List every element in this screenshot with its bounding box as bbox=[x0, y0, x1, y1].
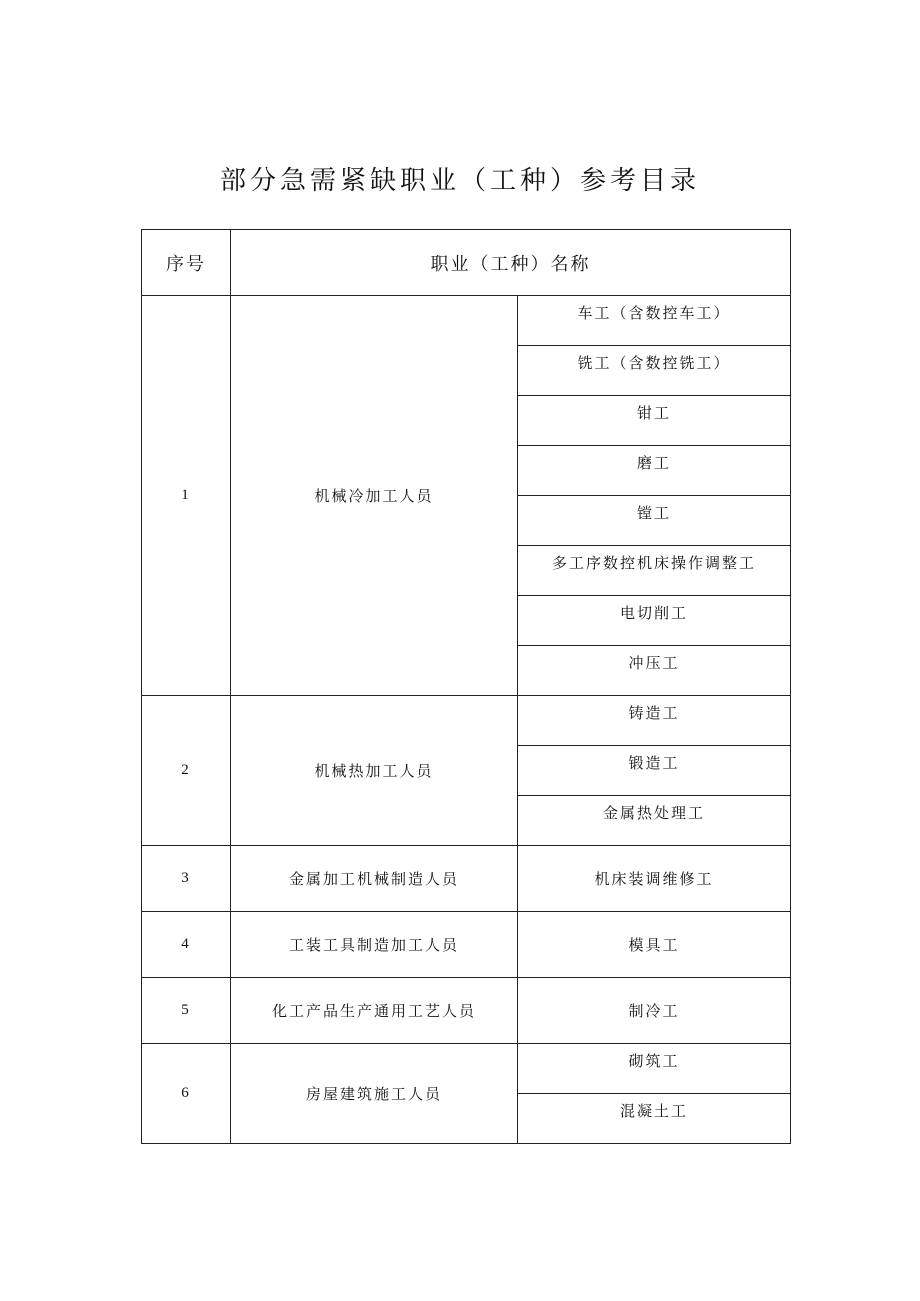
occupation-cell: 磨工 bbox=[518, 446, 791, 496]
occupation-cell: 金属热处理工 bbox=[518, 796, 791, 846]
row-index: 5 bbox=[142, 978, 231, 1044]
row-index: 6 bbox=[142, 1044, 231, 1144]
table-row bbox=[142, 1044, 791, 1094]
table-row bbox=[142, 696, 791, 746]
occupation-table bbox=[141, 229, 791, 1144]
occupation-cell: 铸造工 bbox=[518, 696, 791, 746]
category-cell: 房屋建筑施工人员 bbox=[231, 1044, 518, 1144]
row-index: 1 bbox=[142, 296, 231, 696]
category-cell: 机械热加工人员 bbox=[231, 696, 518, 846]
occupation-cell: 混凝土工 bbox=[518, 1094, 791, 1144]
occupation-cell: 镗工 bbox=[518, 496, 791, 546]
row-index: 3 bbox=[142, 846, 231, 912]
category-cell: 工装工具制造加工人员 bbox=[231, 912, 518, 978]
category-cell: 金属加工机械制造人员 bbox=[231, 846, 518, 912]
table-row bbox=[142, 912, 791, 978]
page-title: 部分急需紧缺职业（工种）参考目录 bbox=[219, 166, 700, 196]
row-index: 2 bbox=[142, 696, 231, 846]
occupation-cell: 机床装调维修工 bbox=[518, 846, 791, 912]
occupation-cell: 多工序数控机床操作调整工 bbox=[518, 546, 791, 596]
header-name: 职业（工种）名称 bbox=[231, 230, 791, 296]
table-row bbox=[142, 978, 791, 1044]
occupation-cell: 冲压工 bbox=[518, 646, 791, 696]
header-index: 序号 bbox=[142, 230, 231, 296]
table-row bbox=[142, 846, 791, 912]
occupation-cell: 砌筑工 bbox=[518, 1044, 791, 1094]
occupation-cell: 铣工（含数控铣工） bbox=[518, 346, 791, 396]
occupation-cell: 锻造工 bbox=[518, 746, 791, 796]
table-row bbox=[142, 296, 791, 346]
table-header-row bbox=[142, 230, 791, 296]
category-cell: 机械冷加工人员 bbox=[231, 296, 518, 696]
occupation-cell: 车工（含数控车工） bbox=[518, 296, 791, 346]
category-cell: 化工产品生产通用工艺人员 bbox=[231, 978, 518, 1044]
row-index: 4 bbox=[142, 912, 231, 978]
occupation-cell: 电切削工 bbox=[518, 596, 791, 646]
occupation-cell: 钳工 bbox=[518, 396, 791, 446]
occupation-cell: 模具工 bbox=[518, 912, 791, 978]
occupation-cell: 制冷工 bbox=[518, 978, 791, 1044]
